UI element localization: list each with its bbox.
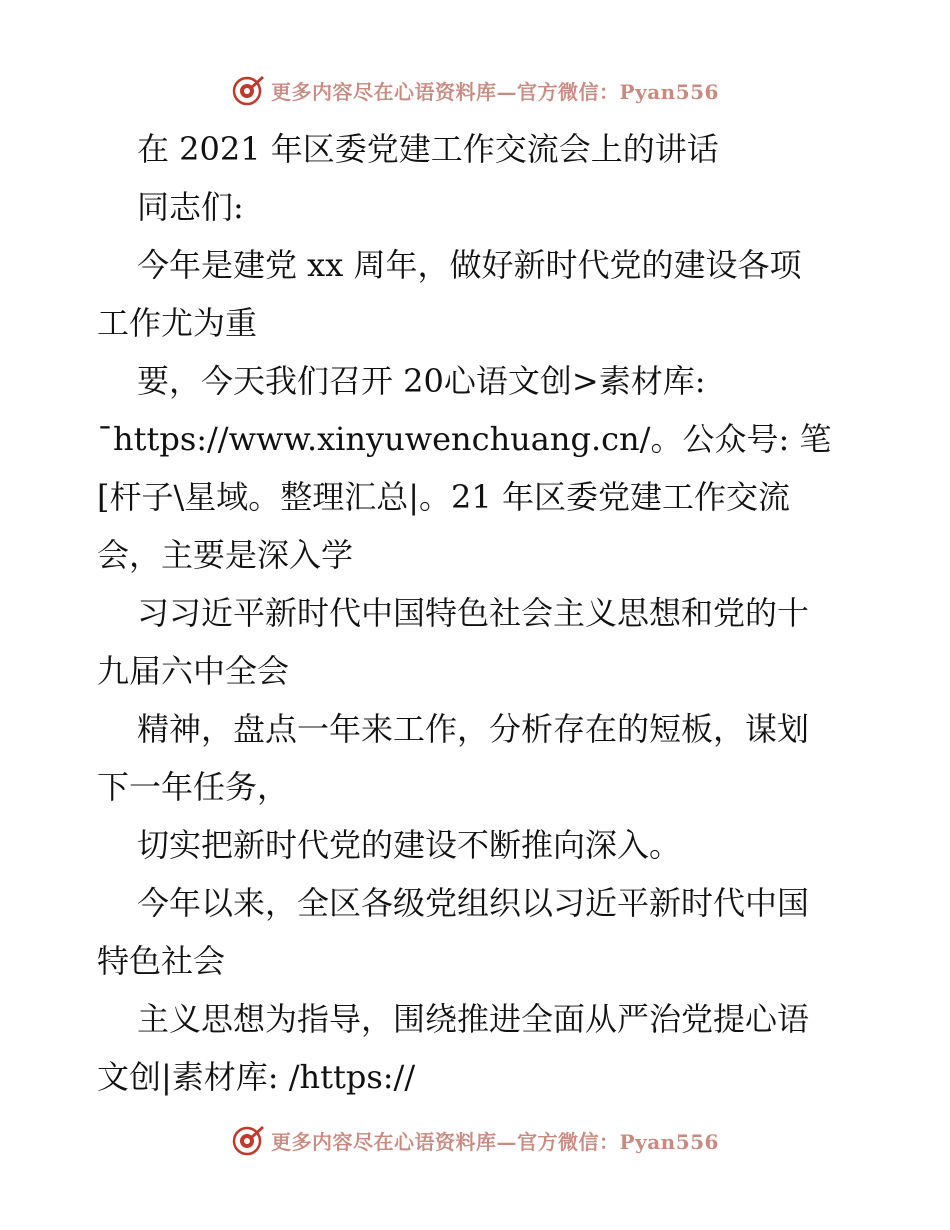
footer-banner-text: 更多内容尽在心语资料库—官方微信：Pyan556 bbox=[271, 1129, 719, 1154]
pen-logo-icon bbox=[231, 1123, 265, 1157]
document-body bbox=[97, 120, 857, 1106]
text-line: 在 2021 年区委党建工作交流会上的讲话 bbox=[137, 130, 719, 168]
header-banner bbox=[0, 70, 950, 110]
text-line: ¯https://www.xinyuwenchuang.cn/。公众号: 笔 bbox=[97, 420, 832, 458]
text-line: 今年以来，全区各级党组织以习近平新时代中国 bbox=[137, 884, 810, 922]
text-line: 工作尤为重 bbox=[97, 304, 258, 342]
footer-banner bbox=[0, 1120, 950, 1160]
pen-logo-icon bbox=[231, 73, 265, 107]
text-line: 特色社会 bbox=[97, 942, 226, 980]
text-line: 文创|素材库: /https:// bbox=[97, 1058, 416, 1096]
text-line: 精神，盘点一年来工作，分析存在的短板，谋划 bbox=[137, 710, 810, 748]
text-line: 下一年任务， bbox=[97, 768, 290, 806]
text-line: 同志们: bbox=[137, 188, 244, 226]
text-line: 今年是建党 xx 周年，做好新时代党的建设各项 bbox=[137, 246, 802, 284]
text-line: [杆子\星域。整理汇总|。21 年区委党建工作交流 bbox=[97, 478, 790, 516]
text-line: 主义思想为指导，围绕推进全面从严治党提心语 bbox=[137, 1000, 810, 1038]
text-line: 切实把新时代党的建设不断推向深入。 bbox=[137, 826, 682, 864]
text-line: 要，今天我们召开 20心语文创>素材库: bbox=[137, 362, 706, 400]
text-line: 会，主要是深入学 bbox=[97, 536, 354, 574]
text-line: 九届六中全会 bbox=[97, 652, 290, 690]
text-line: 习习近平新时代中国特色社会主义思想和党的十 bbox=[137, 594, 810, 632]
header-banner-text: 更多内容尽在心语资料库—官方微信：Pyan556 bbox=[271, 79, 719, 104]
